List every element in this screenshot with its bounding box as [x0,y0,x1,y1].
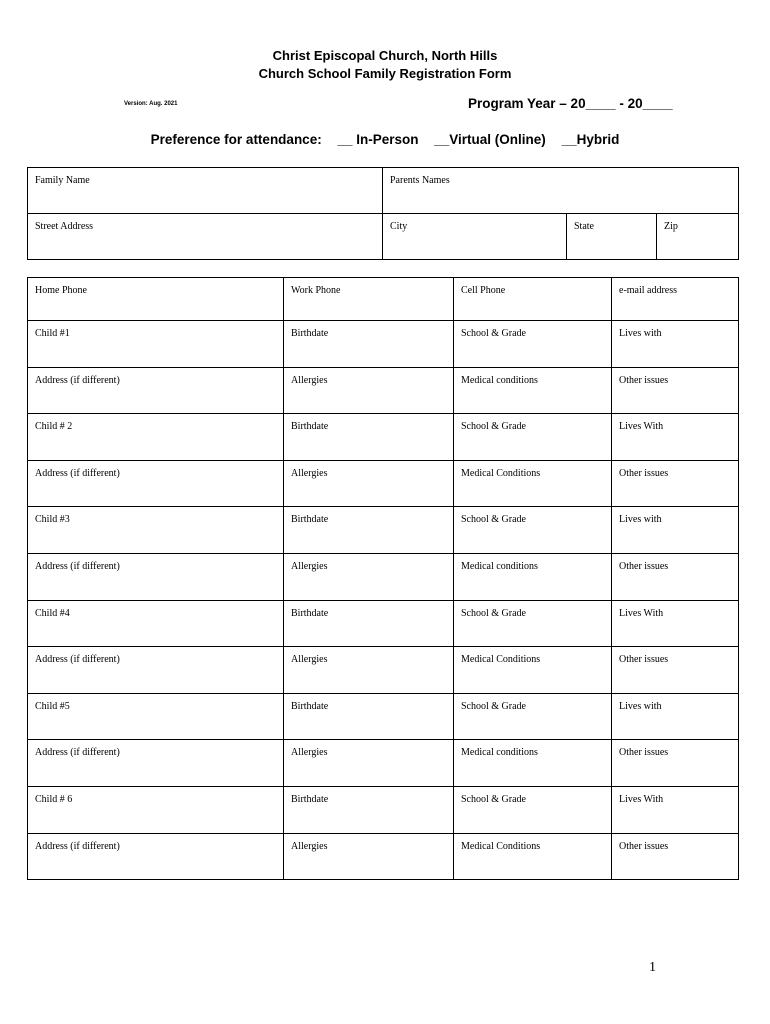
version-label: Version: Aug. 2021 [124,101,178,107]
form-cell[interactable]: Birthdate [284,414,454,461]
form-cell[interactable]: Birthdate [284,321,454,368]
form-cell[interactable]: Birthdate [284,786,454,833]
form-cell[interactable]: Medical conditions [454,367,612,414]
attendance-preference [0,132,770,147]
form-cell[interactable]: e-mail address [612,278,739,321]
table-row [28,600,739,647]
form-cell[interactable]: Work Phone [284,278,454,321]
family-name-field[interactable]: Family Name [28,168,383,214]
table-row [28,414,739,461]
form-cell[interactable]: Medical Conditions [454,647,612,694]
table-row [28,833,739,880]
table-row [28,507,739,554]
form-cell[interactable]: Birthdate [284,693,454,740]
form-cell[interactable]: Child #1 [28,321,284,368]
form-cell[interactable]: Allergies [284,833,454,880]
form-cell[interactable]: Lives with [612,321,739,368]
table-row [28,553,739,600]
form-cell[interactable]: Address (if different) [28,460,284,507]
form-cell[interactable]: School & Grade [454,693,612,740]
form-cell[interactable]: Child #4 [28,600,284,647]
option-virtual[interactable]: __Virtual (Online) [434,132,546,147]
parents-names-field[interactable]: Parents Names [383,168,739,214]
city-field[interactable]: City [383,214,567,260]
state-field[interactable]: State [567,214,657,260]
table-row [28,321,739,368]
children-info-table [27,277,739,880]
form-cell[interactable]: Medical conditions [454,740,612,787]
preference-label: Preference for attendance: [150,132,322,147]
form-cell[interactable]: Address (if different) [28,553,284,600]
form-cell[interactable]: Address (if different) [28,740,284,787]
church-name: Christ Episcopal Church, North Hills [272,48,498,63]
form-cell[interactable]: Address (if different) [28,367,284,414]
form-cell[interactable]: Birthdate [284,507,454,554]
table-row [28,278,739,321]
zip-field[interactable]: Zip [657,214,739,260]
form-cell[interactable]: Lives with [612,693,739,740]
table-row [28,460,739,507]
form-cell[interactable]: Allergies [284,553,454,600]
program-year: Program Year – 20____ - 20____ [468,96,673,111]
option-in-person[interactable]: __ In-Person [337,132,419,147]
table-row [28,647,739,694]
option-hybrid[interactable]: __Hybrid [561,132,620,147]
form-cell[interactable]: Allergies [284,647,454,694]
form-cell[interactable]: Lives with [612,507,739,554]
table-row [28,786,739,833]
form-cell[interactable]: Allergies [284,740,454,787]
form-cell[interactable]: Medical conditions [454,553,612,600]
form-cell[interactable]: Address (if different) [28,833,284,880]
family-info-table [27,167,739,260]
form-cell[interactable]: Medical Conditions [454,833,612,880]
form-cell[interactable]: Child #5 [28,693,284,740]
table-row [28,367,739,414]
form-cell[interactable]: Child #3 [28,507,284,554]
form-cell[interactable]: Address (if different) [28,647,284,694]
form-cell[interactable]: School & Grade [454,600,612,647]
form-cell[interactable]: Home Phone [28,278,284,321]
form-cell[interactable]: Other issues [612,367,739,414]
form-cell[interactable]: Other issues [612,740,739,787]
form-cell[interactable]: School & Grade [454,786,612,833]
street-address-field[interactable]: Street Address [28,214,383,260]
form-cell[interactable]: Medical Conditions [454,460,612,507]
form-cell[interactable]: Other issues [612,647,739,694]
form-cell[interactable]: Child # 6 [28,786,284,833]
form-title: Church School Family Registration Form [258,66,512,81]
form-cell[interactable]: School & Grade [454,414,612,461]
form-cell[interactable]: Other issues [612,460,739,507]
page-number: 1 [649,960,656,975]
form-cell[interactable]: Child # 2 [28,414,284,461]
form-cell[interactable]: School & Grade [454,507,612,554]
form-cell[interactable]: Allergies [284,460,454,507]
table-row [28,693,739,740]
form-cell[interactable]: Other issues [612,553,739,600]
form-cell[interactable]: Lives With [612,414,739,461]
form-cell[interactable]: Lives With [612,600,739,647]
form-cell[interactable]: Other issues [612,833,739,880]
form-cell[interactable]: School & Grade [454,321,612,368]
form-cell[interactable]: Lives With [612,786,739,833]
form-cell[interactable]: Birthdate [284,600,454,647]
table-row [28,740,739,787]
form-cell[interactable]: Allergies [284,367,454,414]
form-cell[interactable]: Cell Phone [454,278,612,321]
